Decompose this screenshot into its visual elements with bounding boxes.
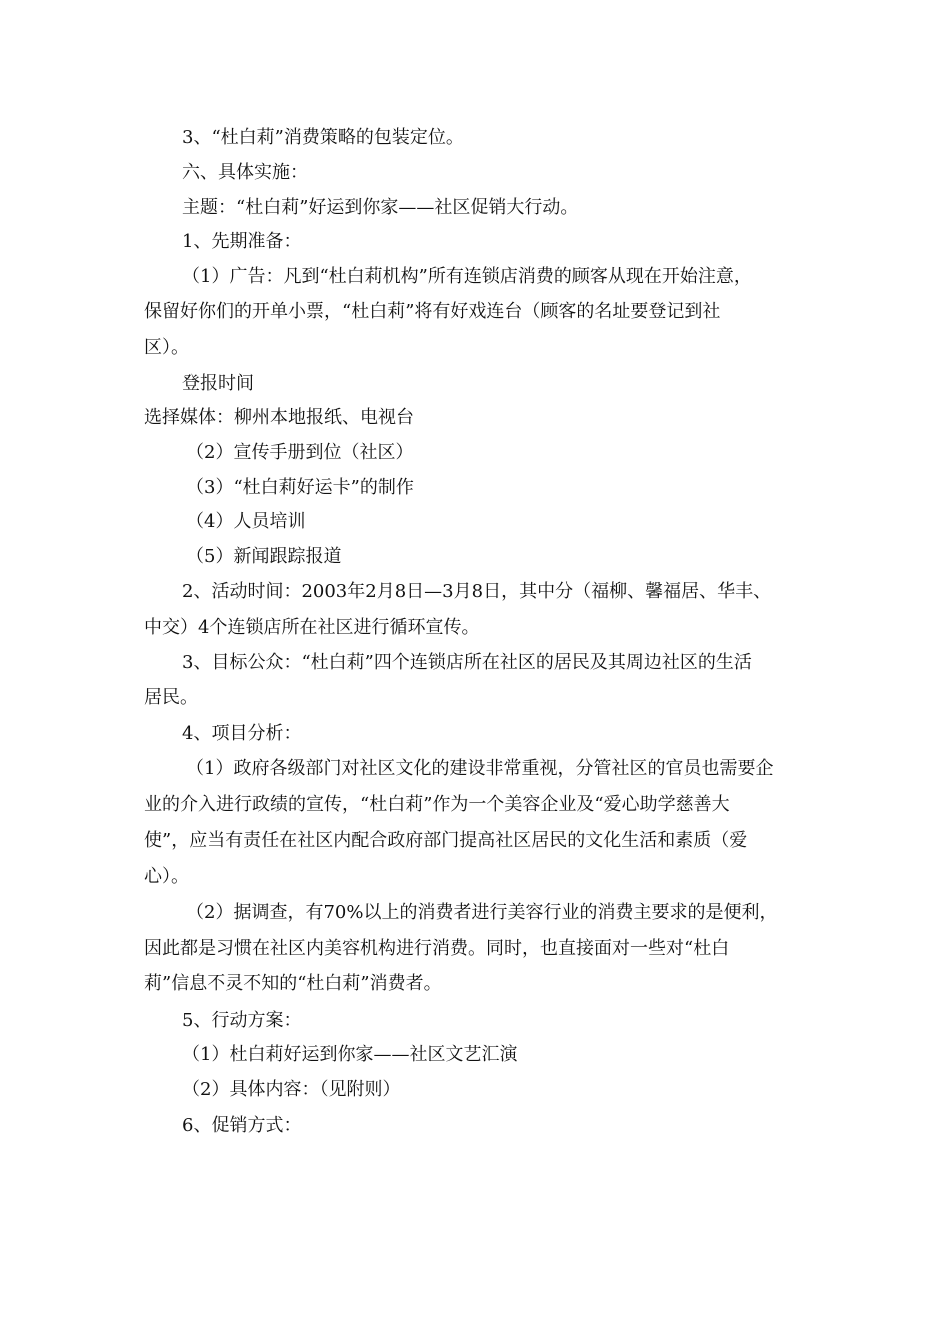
text-line: 主题：“杜白莉”好运到你家——社区促销大行动。 <box>182 197 579 218</box>
text-line: 区）。 <box>144 337 189 358</box>
text-line: 中交）4个连锁店所在社区进行循环宣传。 <box>144 617 480 638</box>
text-line: （2）据调查，有70%以上的消费者进行美容行业的消费主要求的是便利， <box>186 902 778 923</box>
text-line: 业的介入进行政绩的宣传，“杜白莉”作为一个美容企业及“爱心助学慈善大 <box>144 794 730 815</box>
text-line: （4）人员培训 <box>186 511 306 532</box>
text-line: 5、行动方案： <box>182 1010 302 1031</box>
text-line: 登报时间 <box>182 373 254 394</box>
text-line: （3）“杜白莉好运卡”的制作 <box>186 477 414 498</box>
text-line: 居民。 <box>144 687 198 708</box>
text-line: （2）具体内容：（见附则） <box>182 1079 401 1100</box>
text-line: （5）新闻跟踪报道 <box>186 546 342 567</box>
text-line: 使”，应当有责任在社区内配合政府部门提高社区居民的文化生活和素质（爱 <box>144 830 748 851</box>
text-line: 心）。 <box>144 866 189 887</box>
text-line: 4、项目分析： <box>182 723 302 744</box>
text-line: （1）杜白莉好运到你家——社区文艺汇演 <box>182 1044 518 1065</box>
text-line: 6、促销方式： <box>182 1115 302 1136</box>
text-line: 选择媒体：柳州本地报纸、电视台 <box>144 407 414 428</box>
text-line: （1）广告：凡到“杜白莉机构”所有连锁店消费的顾客从现在开始注意， <box>182 266 752 287</box>
text-line: 六、具体实施： <box>182 162 308 183</box>
text-line: （2）宣传手册到位（社区） <box>186 442 414 463</box>
text-line: （1）政府各级部门对社区文化的建设非常重视，分管社区的官员也需要企 <box>186 758 774 779</box>
text-line: 1、先期准备： <box>182 231 302 252</box>
text-line: 保留好你们的开单小票，“杜白莉”将有好戏连台（顾客的名址要登记到社 <box>144 301 721 322</box>
text-line: 3、目标公众：“杜白莉”四个连锁店所在社区的居民及其周边社区的生活 <box>182 652 752 673</box>
text-line: 2、活动时间：2003年2月8日—3月8日，其中分（福柳、馨福居、华丰、 <box>182 581 772 602</box>
text-line: 因此都是习惯在社区内美容机构进行消费。同时，也直接面对一些对“杜白 <box>144 938 730 959</box>
text-line: 3、“杜白莉”消费策略的包装定位。 <box>182 127 464 148</box>
text-line: 莉”信息不灵不知的“杜白莉”消费者。 <box>144 973 442 994</box>
